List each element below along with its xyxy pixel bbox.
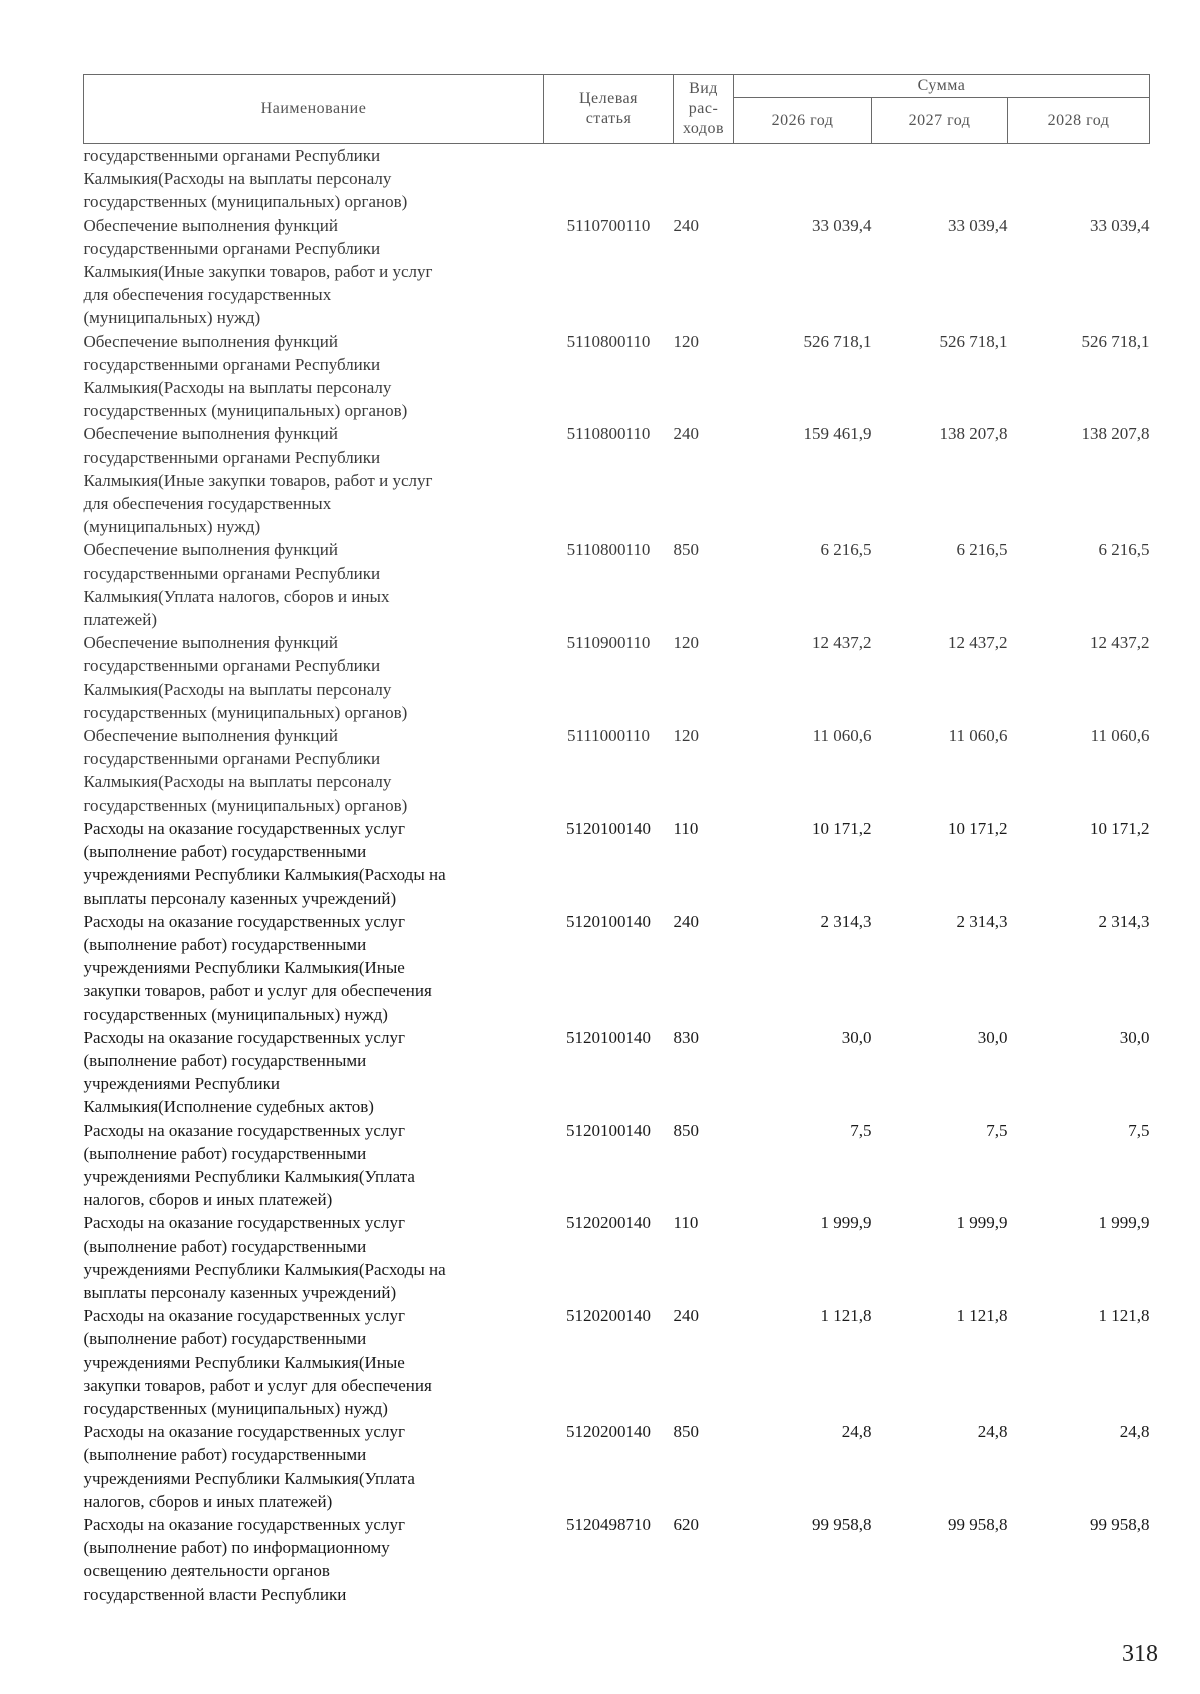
table-row — [84, 422, 1150, 538]
row-amount-2026: 12 437,2 — [812, 633, 872, 653]
row-name: Обеспечение выполнения функций государственными органами Республики Калмыкия(Уплата налогов, сборов и иных платежей) — [83, 540, 390, 630]
row-name: Расходы на оказание государственных услуг (выполнение работ) государственными учреждениями Республики Калмыкия(Исполнение судебных актов) — [83, 1027, 405, 1117]
row-expense-type: 110 — [673, 818, 699, 838]
row-amount-2026: 6 216,5 — [820, 540, 872, 560]
row-target-article: 5110800110 — [566, 331, 651, 351]
table-row — [84, 1304, 1150, 1420]
row-amount-2027: 33 039,4 — [948, 215, 1008, 235]
row-target-article: 5110900110 — [566, 633, 651, 653]
row-expense-type: 120 — [673, 633, 699, 653]
row-amount-2028: 12 437,2 — [1090, 633, 1150, 653]
row-amount-2028: 10 171,2 — [1090, 818, 1150, 838]
row-name: Расходы на оказание государственных услуг (выполнение работ) государственными учреждениями Республики Калмыкия(Иные закупки товаров, работ и услуг для обеспечения государственных (муниципальных) нужд) — [83, 911, 432, 1024]
row-expense-type: 110 — [673, 1213, 699, 1233]
row-amount-2028: 30,0 — [1119, 1027, 1150, 1047]
table-row — [84, 817, 1150, 910]
row-target-article: 5120200140 — [566, 1422, 651, 1442]
row-amount-2028: 11 060,6 — [1090, 726, 1150, 746]
row-amount-2027: 12 437,2 — [948, 633, 1008, 653]
row-amount-2028: 1 121,8 — [1098, 1306, 1150, 1326]
table-row — [84, 214, 1150, 330]
row-expense-type: 240 — [673, 424, 699, 444]
header-year-2027: 2027 год — [872, 98, 1008, 144]
row-amount-2027 — [872, 144, 1008, 214]
row-target-article: 5120100140 — [566, 818, 651, 838]
row-amount-2028: 2 314,3 — [1098, 911, 1150, 931]
row-amount-2026: 11 060,6 — [812, 726, 872, 746]
row-target-article: 5110700110 — [566, 215, 651, 235]
row-target-article: 5110800110 — [566, 424, 651, 444]
row-amount-2027: 2 314,3 — [956, 911, 1008, 931]
row-expense-type: 120 — [673, 331, 699, 351]
row-target-article: 5120100140 — [566, 911, 651, 931]
row-amount-2026: 10 171,2 — [812, 818, 872, 838]
row-target-article: 5120100140 — [566, 1120, 651, 1140]
row-amount-2028: 1 999,9 — [1098, 1213, 1150, 1233]
table-row — [84, 1420, 1150, 1513]
page-number: 318 — [1122, 1641, 1158, 1667]
row-amount-2026: 24,8 — [841, 1422, 872, 1442]
row-amount-2026: 2 314,3 — [820, 911, 872, 931]
row-expense-type: 850 — [673, 540, 699, 560]
row-amount-2027: 30,0 — [977, 1027, 1008, 1047]
table-row — [84, 724, 1150, 817]
row-target-article: 5110800110 — [566, 540, 651, 560]
row-amount-2028: 138 207,8 — [1081, 424, 1150, 444]
row-amount-2027: 1 121,8 — [956, 1306, 1008, 1326]
row-amount-2028: 526 718,1 — [1081, 331, 1150, 351]
row-amount-2026: 159 461,9 — [803, 424, 872, 444]
row-expense-type: 120 — [673, 726, 699, 746]
row-expense-type — [674, 144, 734, 214]
row-amount-2027: 138 207,8 — [939, 424, 1008, 444]
table-body — [84, 144, 1150, 1606]
row-amount-2028: 7,5 — [1128, 1120, 1150, 1140]
row-name: Расходы на оказание государственных услуг (выполнение работ) государственными учреждениями Республики Калмыкия(Иные закупки товаров, работ и услуг для обеспечения государственных (муниципальных) нужд) — [83, 1306, 432, 1418]
row-amount-2027: 1 999,9 — [956, 1213, 1008, 1233]
row-amount-2028 — [1008, 144, 1150, 214]
row-expense-type: 240 — [673, 1306, 699, 1326]
row-name: Расходы на оказание государственных услуг (выполнение работ) государственными учреждениями Республики Калмыкия(Уплата налогов, сборов и иных платежей) — [83, 1422, 415, 1511]
row-expense-type: 850 — [673, 1120, 699, 1140]
table-row — [84, 330, 1150, 423]
row-amount-2026: 1 999,9 — [820, 1213, 872, 1233]
row-name: Расходы на оказание государственных услуг (выполнение работ) государственными учреждениями Республики Калмыкия(Расходы на выплаты персоналу казенных учреждений) — [83, 1213, 446, 1302]
row-amount-2027: 99 958,8 — [948, 1514, 1008, 1534]
row-amount-2026 — [734, 144, 872, 214]
row-amount-2027: 526 718,1 — [939, 331, 1008, 351]
budget-table — [83, 74, 1150, 1606]
table-row — [84, 631, 1150, 724]
row-amount-2026: 7,5 — [850, 1120, 872, 1140]
header-name: Наименование — [84, 75, 544, 144]
row-target-article: 5111000110 — [566, 726, 651, 746]
table-row — [84, 1026, 1150, 1119]
row-amount-2026: 1 121,8 — [820, 1306, 872, 1326]
row-amount-2027: 6 216,5 — [956, 540, 1008, 560]
row-target-article: 5120100140 — [566, 1027, 651, 1047]
row-target-article — [544, 144, 674, 214]
row-name: Расходы на оказание государственных услуг (выполнение работ) по информационному освещению деятельности органов государственной власти Республики — [83, 1514, 405, 1604]
row-amount-2028: 99 958,8 — [1090, 1514, 1150, 1534]
row-amount-2027: 11 060,6 — [948, 726, 1008, 746]
row-name: Обеспечение выполнения функций государственными органами Республики Калмыкия(Расходы на выплаты персоналу государственных (муниципальных) органов) — [83, 331, 408, 421]
row-name: Обеспечение выполнения функций государственными органами Республики Калмыкия(Расходы на выплаты персоналу государственных (муниципальных) органов) — [83, 726, 408, 815]
header-target-article: Целевая статья — [544, 75, 674, 144]
row-target-article: 5120200140 — [566, 1213, 651, 1233]
row-expense-type: 620 — [673, 1514, 699, 1534]
header-expense-type: Вид рас- ходов — [674, 75, 734, 144]
row-expense-type: 850 — [673, 1422, 699, 1442]
table-row — [84, 910, 1150, 1026]
header-year-2026: 2026 год — [734, 98, 872, 144]
row-amount-2027: 10 171,2 — [948, 818, 1008, 838]
table-row — [84, 1211, 1150, 1304]
row-amount-2026: 33 039,4 — [812, 215, 872, 235]
row-name: Обеспечение выполнения функций государственными органами Республики Калмыкия(Расходы на выплаты персоналу государственных (муниципальных) органов) — [83, 633, 408, 722]
table-row — [84, 538, 1150, 631]
row-name: Обеспечение выполнения функций государственными органами Республики Калмыкия(Иные закупки товаров, работ и услуг для обеспечения государственных (муниципальных) нужд) — [83, 424, 433, 537]
row-amount-2026: 30,0 — [841, 1027, 872, 1047]
row-name: государственными органами Республики Калмыкия(Расходы на выплаты персоналу государственных (муниципальных) органов) — [83, 146, 408, 212]
table-row — [84, 1513, 1150, 1606]
table-row — [84, 144, 1150, 214]
row-amount-2026: 526 718,1 — [803, 331, 872, 351]
row-amount-2026: 99 958,8 — [812, 1514, 872, 1534]
row-amount-2028: 24,8 — [1119, 1422, 1150, 1442]
row-amount-2027: 7,5 — [986, 1120, 1008, 1140]
row-name: Расходы на оказание государственных услуг (выполнение работ) государственными учреждениями Республики Калмыкия(Уплата налогов, сборов и иных платежей) — [83, 1120, 415, 1210]
row-expense-type: 240 — [673, 911, 699, 931]
row-expense-type: 240 — [673, 215, 699, 235]
header-year-2028: 2028 год — [1008, 98, 1150, 144]
row-target-article: 5120200140 — [566, 1306, 651, 1326]
row-name: Расходы на оказание государственных услуг (выполнение работ) государственными учреждениями Республики Калмыкия(Расходы на выплаты персоналу казенных учреждений) — [83, 818, 446, 908]
header-sum: Сумма — [734, 75, 1150, 98]
row-expense-type: 830 — [673, 1027, 699, 1047]
row-amount-2028: 33 039,4 — [1090, 215, 1150, 235]
row-target-article: 5120498710 — [566, 1514, 651, 1534]
row-name: Обеспечение выполнения функций государственными органами Республики Калмыкия(Иные закупки товаров, работ и услуг для обеспечения государственных (муниципальных) нужд) — [83, 215, 433, 328]
row-amount-2027: 24,8 — [977, 1422, 1008, 1442]
row-amount-2028: 6 216,5 — [1098, 540, 1150, 560]
table-row — [84, 1119, 1150, 1212]
